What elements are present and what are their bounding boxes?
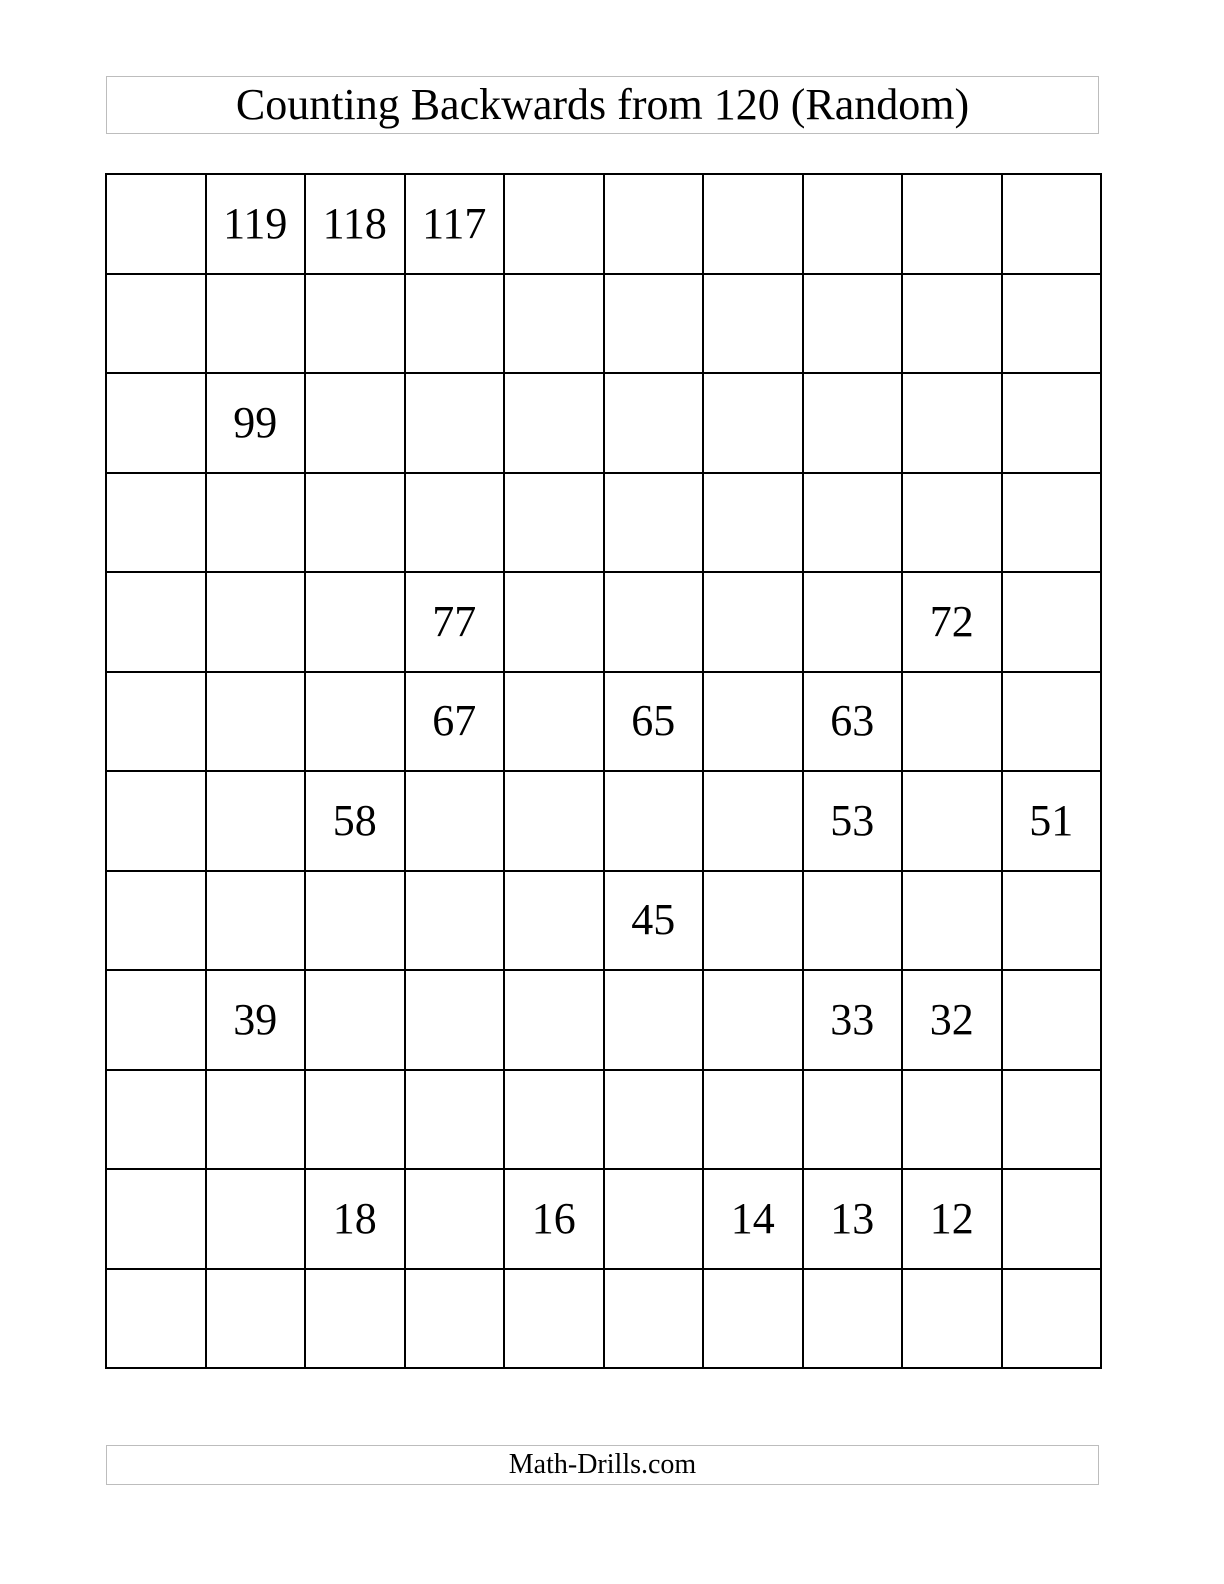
grid-row (106, 572, 1101, 672)
grid-row (106, 1070, 1101, 1170)
grid-cell[interactable] (504, 1070, 604, 1170)
grid-cell[interactable]: 58 (305, 771, 405, 871)
grid-cell[interactable] (106, 970, 206, 1070)
grid-cell[interactable]: 33 (803, 970, 903, 1070)
grid-cell[interactable] (902, 1070, 1002, 1170)
grid-cell[interactable] (305, 572, 405, 672)
grid-cell[interactable] (305, 473, 405, 573)
grid-cell[interactable] (1002, 572, 1102, 672)
grid-cell[interactable] (902, 672, 1002, 772)
grid-cell[interactable] (106, 1269, 206, 1369)
grid-cell[interactable]: 18 (305, 1169, 405, 1269)
grid-row (106, 274, 1101, 374)
grid-cell[interactable] (405, 1070, 505, 1170)
grid-cell[interactable] (504, 373, 604, 473)
grid-cell[interactable] (604, 274, 704, 374)
grid-cell[interactable] (902, 174, 1002, 274)
grid-cell[interactable] (604, 572, 704, 672)
grid-cell[interactable]: 72 (902, 572, 1002, 672)
grid-row (106, 1169, 1101, 1269)
grid-cell[interactable]: 77 (405, 572, 505, 672)
grid-cell[interactable] (1002, 672, 1102, 772)
grid-cell[interactable] (206, 871, 306, 971)
grid-cell[interactable] (703, 672, 803, 772)
grid-cell[interactable] (902, 1269, 1002, 1369)
footer-box (106, 1445, 1099, 1485)
grid-cell[interactable] (405, 1169, 505, 1269)
grid-cell[interactable] (405, 473, 505, 573)
grid-cell[interactable]: 32 (902, 970, 1002, 1070)
grid-cell[interactable] (504, 1269, 604, 1369)
grid-row (106, 871, 1101, 971)
grid-cell[interactable] (504, 473, 604, 573)
grid-cell[interactable] (604, 174, 704, 274)
grid-cell[interactable] (206, 274, 306, 374)
grid-cell[interactable] (703, 572, 803, 672)
grid-cell[interactable]: 99 (206, 373, 306, 473)
grid-cell[interactable] (703, 373, 803, 473)
grid-cell[interactable] (604, 771, 704, 871)
grid-cell[interactable]: 67 (405, 672, 505, 772)
grid-cell[interactable] (206, 672, 306, 772)
grid-row (106, 373, 1101, 473)
grid-cell[interactable] (405, 373, 505, 473)
grid-cell[interactable] (106, 771, 206, 871)
grid-cell[interactable]: 119 (206, 174, 306, 274)
grid-cell[interactable] (305, 373, 405, 473)
grid-cell[interactable] (305, 672, 405, 772)
grid-cell[interactable] (1002, 473, 1102, 573)
grid-cell[interactable] (106, 1169, 206, 1269)
grid-cell[interactable] (504, 970, 604, 1070)
grid-cell[interactable] (703, 174, 803, 274)
grid-cell[interactable] (803, 473, 903, 573)
grid-body (106, 174, 1101, 1368)
grid-cell[interactable] (106, 274, 206, 374)
grid-cell[interactable] (206, 771, 306, 871)
grid-cell[interactable] (1002, 1269, 1102, 1369)
grid-cell[interactable] (1002, 1070, 1102, 1170)
grid-cell[interactable] (604, 970, 704, 1070)
footer-text: Math-Drills.com (508, 1449, 697, 1480)
grid-cell[interactable]: 12 (902, 1169, 1002, 1269)
grid-cell[interactable] (206, 1269, 306, 1369)
grid-cell[interactable] (405, 274, 505, 374)
grid-cell[interactable] (405, 871, 505, 971)
grid-cell[interactable] (305, 274, 405, 374)
grid-cell[interactable] (305, 1070, 405, 1170)
grid-cell[interactable] (703, 871, 803, 971)
grid-cell[interactable] (703, 1269, 803, 1369)
grid-cell[interactable] (405, 1269, 505, 1369)
grid-cell[interactable] (604, 1169, 704, 1269)
grid-cell[interactable]: 65 (604, 672, 704, 772)
grid-cell[interactable] (305, 871, 405, 971)
grid-cell[interactable] (1002, 274, 1102, 374)
grid-cell[interactable] (106, 174, 206, 274)
grid-cell[interactable] (703, 771, 803, 871)
grid-cell[interactable] (1002, 871, 1102, 971)
grid-cell[interactable] (803, 274, 903, 374)
grid-cell[interactable] (1002, 174, 1102, 274)
grid-cell[interactable]: 45 (604, 871, 704, 971)
grid-row (106, 473, 1101, 573)
grid-cell[interactable] (405, 970, 505, 1070)
grid-cell[interactable] (504, 871, 604, 971)
grid-row (106, 970, 1101, 1070)
grid-cell[interactable]: 51 (1002, 771, 1102, 871)
grid-cell[interactable] (106, 1070, 206, 1170)
grid-cell[interactable]: 16 (504, 1169, 604, 1269)
grid-cell[interactable] (1002, 373, 1102, 473)
grid-cell[interactable]: 53 (803, 771, 903, 871)
grid-cell[interactable] (803, 1269, 903, 1369)
grid-row (106, 771, 1101, 871)
grid-cell[interactable] (703, 1070, 803, 1170)
worksheet-title-box (106, 76, 1099, 134)
grid-cell[interactable] (206, 572, 306, 672)
grid-cell[interactable] (504, 572, 604, 672)
grid-cell[interactable] (902, 871, 1002, 971)
grid-cell[interactable] (206, 1070, 306, 1170)
counting-grid (105, 173, 1102, 1369)
grid-cell[interactable]: 118 (305, 174, 405, 274)
grid-cell[interactable] (902, 771, 1002, 871)
grid-cell[interactable] (703, 473, 803, 573)
grid-cell[interactable] (106, 572, 206, 672)
grid-cell[interactable] (1002, 1169, 1102, 1269)
grid-cell[interactable] (604, 1070, 704, 1170)
grid-cell[interactable] (604, 373, 704, 473)
worksheet-title: Counting Backwards from 120 (Random) (235, 80, 970, 129)
grid-cell[interactable] (803, 174, 903, 274)
grid-cell[interactable] (106, 473, 206, 573)
grid-cell[interactable] (504, 672, 604, 772)
grid-cell[interactable] (604, 473, 704, 573)
grid-cell[interactable] (405, 771, 505, 871)
grid-cell[interactable] (106, 672, 206, 772)
grid-row (106, 1269, 1101, 1369)
grid-cell[interactable]: 39 (206, 970, 306, 1070)
grid-cell[interactable]: 13 (803, 1169, 903, 1269)
grid-cell[interactable]: 117 (405, 174, 505, 274)
grid-cell[interactable] (902, 274, 1002, 374)
grid-cell[interactable] (703, 970, 803, 1070)
grid-cell[interactable] (106, 373, 206, 473)
grid-row (106, 672, 1101, 772)
grid-cell[interactable]: 63 (803, 672, 903, 772)
grid-cell[interactable] (803, 1070, 903, 1170)
grid-cell[interactable] (803, 871, 903, 971)
grid-row (106, 174, 1101, 274)
grid-cell[interactable] (305, 970, 405, 1070)
grid-cell[interactable] (604, 1269, 704, 1369)
grid-cell[interactable]: 14 (703, 1169, 803, 1269)
grid-cell[interactable] (703, 274, 803, 374)
grid-cell[interactable] (305, 1269, 405, 1369)
grid-cell[interactable] (504, 174, 604, 274)
grid-cell[interactable] (504, 274, 604, 374)
grid-cell[interactable] (803, 572, 903, 672)
grid-cell[interactable] (206, 473, 306, 573)
grid-cell[interactable] (106, 871, 206, 971)
grid-cell[interactable] (504, 771, 604, 871)
grid-cell[interactable] (206, 1169, 306, 1269)
grid-cell[interactable] (902, 373, 1002, 473)
grid-cell[interactable] (1002, 970, 1102, 1070)
grid-cell[interactable] (902, 473, 1002, 573)
grid-cell[interactable] (803, 373, 903, 473)
